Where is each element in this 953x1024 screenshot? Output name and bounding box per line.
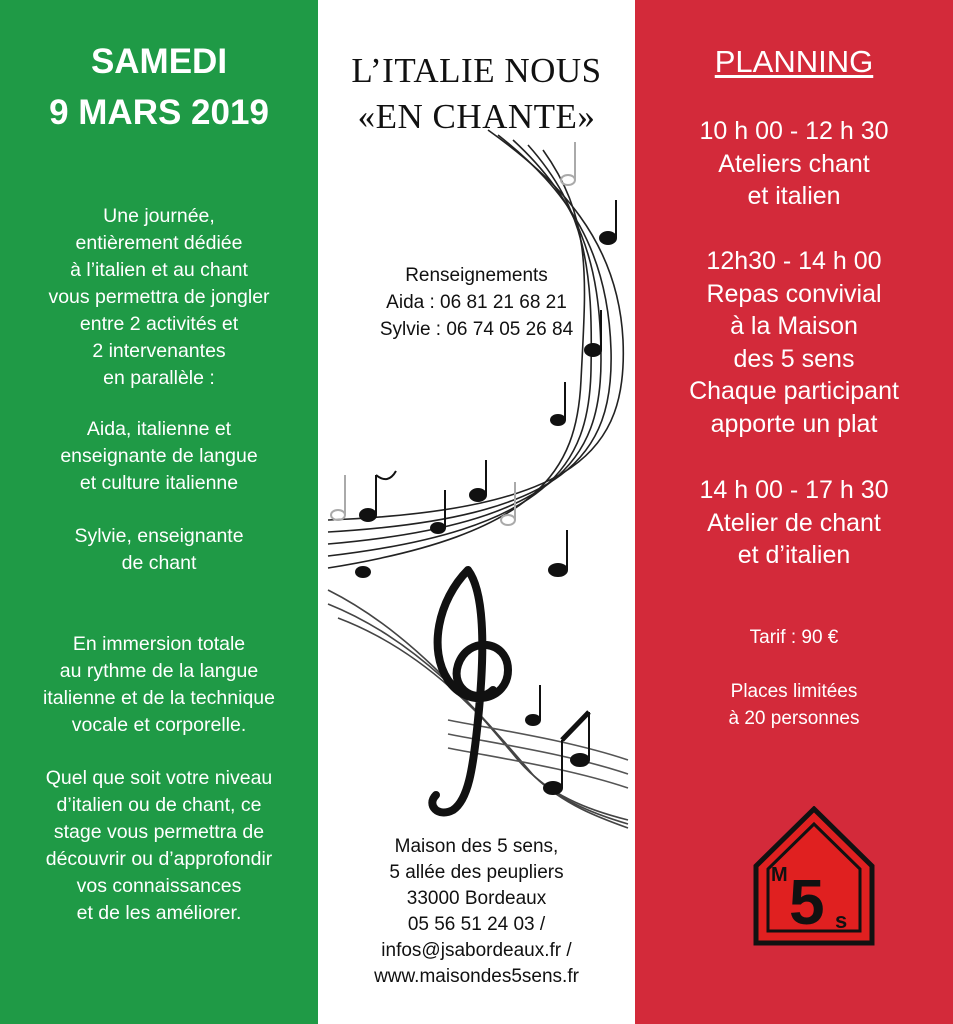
event-title: L’ITALIE NOUS «EN CHANTE» (351, 51, 602, 136)
venue-address: Maison des 5 sens, 5 allée des peupliers 33000 Bordeaux 05 56 51 24 03 / infos@jsabordeaux.fr / www.maisondes5sens.fr (374, 836, 579, 987)
planning-slot-3: 14 h 00 - 17 h 30 Atelier de chant et d’italien (699, 476, 889, 569)
music-notes-staff-icon (318, 120, 635, 830)
contact-info: Renseignements Aida : 06 81 21 68 21 Sylvie : 06 74 05 26 84 (379, 265, 574, 340)
logo-s: s (835, 908, 848, 933)
planning-heading-text: PLANNING (714, 44, 874, 79)
planning-heading (635, 42, 953, 82)
intro-text: Une journée, entièrement dédiée à l’italien et au chant vous permettra de jongler entre 2 activités et 2 intervenantes en parallèle : (48, 205, 270, 389)
house-m5s-logo-icon (753, 806, 875, 946)
right-column (635, 0, 953, 1024)
planning-slot-2: 12h30 - 14 h 00 Repas convivial à la Maison des 5 sens Chaque participant apporte un plat (689, 247, 899, 438)
planning-slot-1: 10 h 00 - 12 h 30 Ateliers chant et italien (699, 117, 889, 210)
logo-m: M (771, 864, 788, 886)
logo-five: 5 (789, 866, 825, 938)
sylvie-text: Sylvie, enseignante de chant (74, 525, 244, 574)
left-column (0, 0, 318, 1024)
middle-column (318, 0, 635, 1024)
price: Tarif : 90 € (749, 627, 839, 648)
event-date: SAMEDI 9 MARS 2019 (49, 42, 269, 132)
immersion-text: En immersion totale au rythme de la langue italienne et de la technique vocale et corporelle. (42, 633, 275, 736)
level-text: Quel que soit votre niveau d’italien ou de chant, ce stage vous permettra de découvrir ou d’approfondir vos connaissances et de les améliorer. (45, 767, 273, 924)
aida-text: Aida, italienne et enseignante de langue et culture italienne (60, 418, 258, 494)
limited-places: Places limitées à 20 personnes (728, 681, 860, 729)
